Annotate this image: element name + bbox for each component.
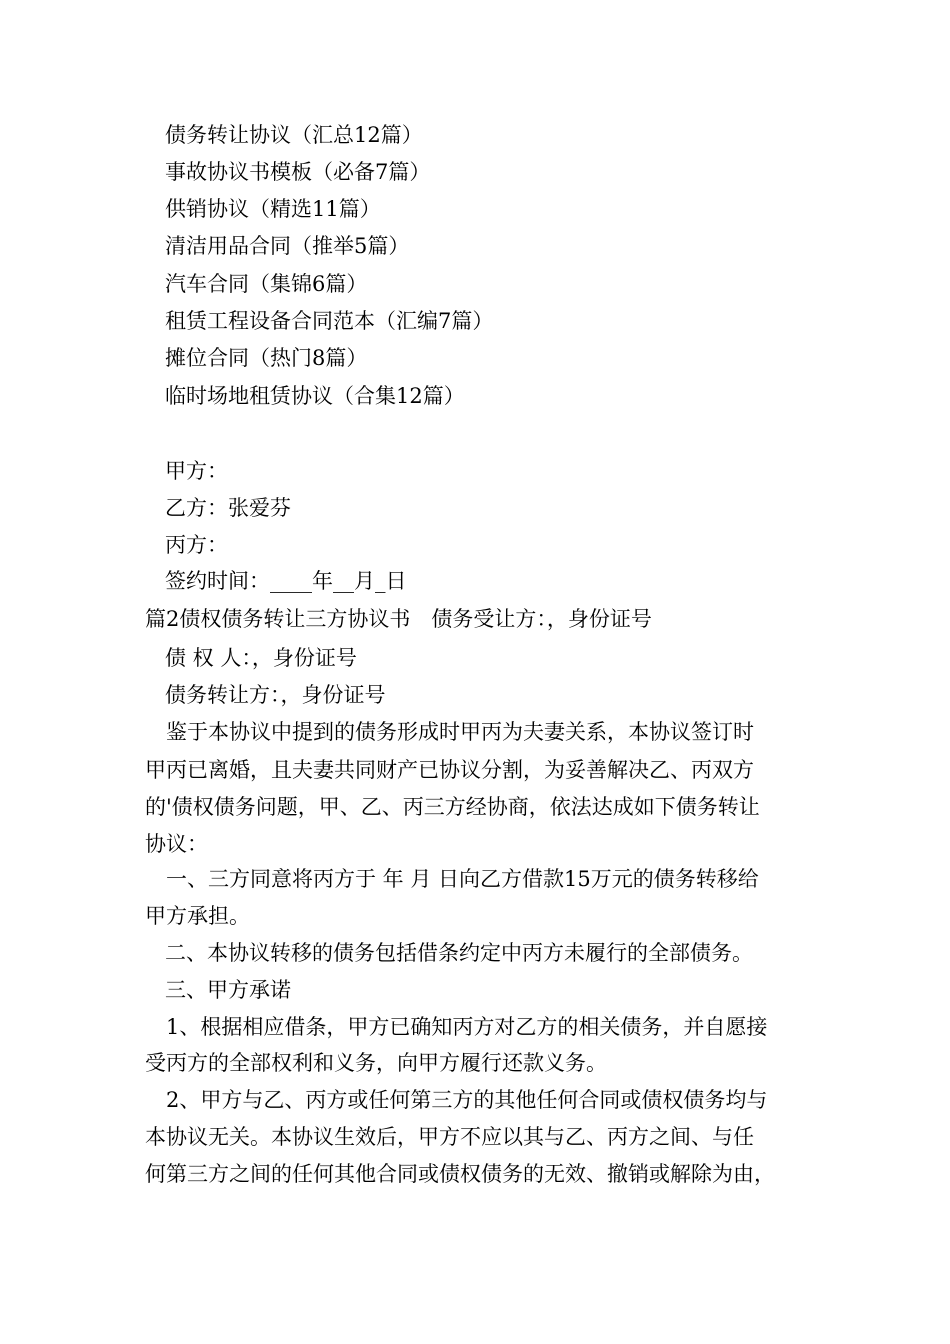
paragraph-line: 的'债权债务问题，甲、乙、丙三方经协商，依法达成如下债务转让 [145, 795, 760, 819]
creditor-line: 债 权 人：，身份证号 [165, 646, 357, 670]
paragraph-line: 何第三方之间的任何其他合同或债权债务的无效、撤销或解除为由， [145, 1162, 775, 1186]
paragraph-line: 鉴于本协议中提到的债务形成时甲丙为夫妻关系，本协议签订时 [145, 720, 754, 744]
paragraph-line: 二、本协议转移的债务包括借条约定中丙方未履行的全部债务。 [165, 941, 753, 965]
related-link-4[interactable]: 清洁用品合同（推举5篇） [165, 234, 410, 258]
sign-date-line: 签约时间：____年__月_日 [165, 569, 407, 593]
paragraph-line: 本协议无关。本协议生效后，甲方不应以其与乙、丙方之间、与任 [145, 1125, 754, 1149]
paragraph-line: 1、根据相应借条，甲方已确知丙方对乙方的相关债务，并自愿接 [145, 1015, 768, 1039]
paragraph-line: 2、甲方与乙、丙方或任何第三方的其他任何合同或债权债务均与 [145, 1088, 768, 1112]
related-link-1[interactable]: 债务转让协议（汇总12篇） [165, 123, 423, 147]
related-link-6[interactable]: 租赁工程设备合同范本（汇编7篇） [165, 309, 494, 333]
transferor-line: 债务转让方：，身份证号 [165, 683, 386, 707]
related-link-2[interactable]: 事故协议书模板（必备7篇） [165, 160, 431, 184]
party-c-line: 丙方： [165, 533, 228, 557]
party-a-line: 甲方： [165, 459, 228, 483]
paragraph-line: 协议： [145, 832, 208, 856]
section-heading: 篇2债权债务转让三方协议书 债务受让方：，身份证号 [145, 607, 652, 631]
paragraph-line: 甲方承担。 [145, 904, 250, 928]
paragraph-line: 受丙方的全部权利和义务，向甲方履行还款义务。 [145, 1051, 607, 1075]
related-link-8[interactable]: 临时场地租赁协议（合集12篇） [165, 384, 465, 408]
paragraph-line: 三、甲方承诺 [165, 978, 291, 1002]
related-link-5[interactable]: 汽车合同（集锦6篇） [165, 272, 368, 296]
paragraph-line: 一、三方同意将丙方于 年 月 日向乙方借款15万元的债务转移给 [145, 867, 759, 891]
party-b-line: 乙方：张爱芬 [165, 496, 291, 520]
paragraph-line: 甲丙已离婚，且夫妻共同财产已协议分割，为妥善解决乙、丙双方 [145, 758, 754, 782]
related-link-3[interactable]: 供销协议（精选11篇） [165, 197, 381, 221]
related-link-7[interactable]: 摊位合同（热门8篇） [165, 346, 368, 370]
